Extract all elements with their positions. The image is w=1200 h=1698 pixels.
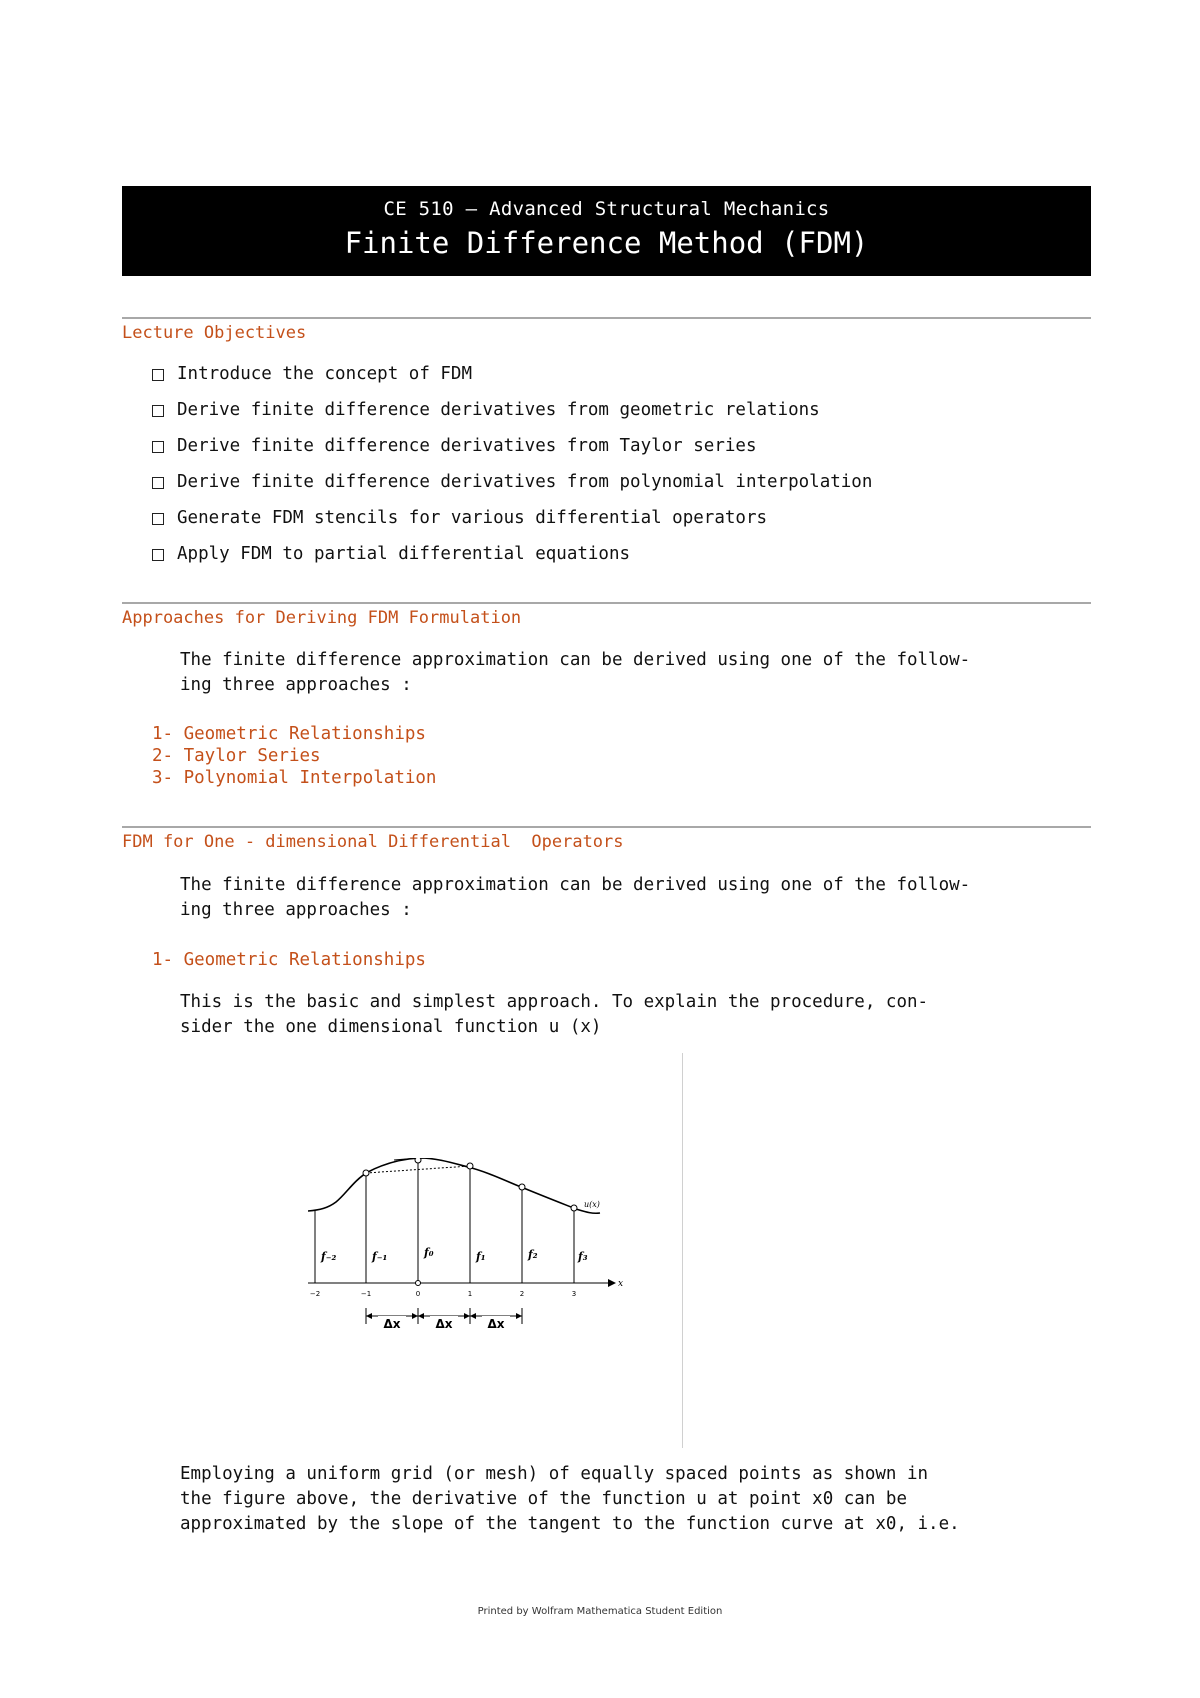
list-item [152,436,872,472]
list-item [152,400,872,436]
checkbox-icon [152,369,164,381]
objectives-heading: Lecture Objectives [122,323,307,343]
objective-text: Derive finite difference derivatives from geometric relations [177,400,820,420]
text-line: ing three approaches : [180,900,412,920]
spacing-label: Δx [435,1317,453,1331]
x-axis-label: x [618,1279,624,1289]
curve-label: u(x) [584,1200,600,1209]
tick-label: 0 [415,1290,421,1298]
list-item: 3- Polynomial Interpolation [152,768,437,788]
geometric-subheading: 1- Geometric Relationships [152,950,426,970]
page-title: Finite Difference Method (FDM) [344,226,869,260]
node-label: f₋₁ [372,1250,388,1263]
objective-text: Generate FDM stencils for various differential operators [177,508,768,528]
objective-text: Derive finite difference derivatives from Taylor series [177,436,757,456]
approaches-intro [180,648,1095,698]
arrowhead [470,1313,476,1319]
text-line: sider the one dimensional function u (x) [180,1017,602,1037]
node-label: f₃ [578,1250,588,1263]
spacing-label: Δx [383,1317,401,1331]
footer-note: Printed by Wolfram Mathematica Student Edition [477,1606,723,1617]
node-point [519,1184,525,1190]
section-divider [122,602,1091,604]
arrowhead [418,1313,424,1319]
node-label: f₋₂ [321,1250,337,1263]
grid-figure [308,1158,628,1338]
arrowhead [464,1313,470,1319]
text-line: ing three approaches : [180,675,412,695]
node-point [415,1158,421,1163]
text-line: The finite difference approximation can be derived using one of the follow- [180,875,971,895]
function-grid-diagram [308,1158,628,1338]
title-banner [122,186,1091,276]
objective-text: Derive finite difference derivatives from polynomial interpolation [177,472,873,492]
list-item [152,544,872,580]
approaches-list [152,724,436,790]
tick-label: 3 [571,1290,577,1298]
objective-text: Introduce the concept of FDM [177,364,473,384]
node-point [363,1170,369,1176]
tick-label: −1 [360,1290,372,1298]
arrowhead [516,1313,522,1319]
list-item: 2- Taylor Series [152,746,321,766]
one-dim-heading: FDM for One - dimensional Differential Operators [122,832,624,852]
function-curve [308,1158,600,1213]
list-item: 1- Geometric Relationships [152,724,426,744]
arrowhead [412,1313,418,1319]
objective-text: Apply FDM to partial differential equations [177,544,631,564]
tick-label: 1 [467,1290,473,1298]
course-name: CE 510 – Advanced Structural Mechanics [383,198,830,220]
tick-label: −2 [309,1290,321,1298]
figure-divider [682,1053,683,1448]
geometric-text [180,990,1095,1040]
x-axis-arrow [608,1279,616,1287]
closing-text [180,1462,1095,1537]
text-line: The finite difference approximation can be derived using one of the follow- [180,650,971,670]
checkbox-icon [152,549,164,561]
arrowhead [366,1313,372,1319]
node-label: f₀ [424,1246,434,1259]
origin-point [416,1281,421,1286]
section-divider [122,317,1091,319]
list-item [152,508,872,544]
list-item [152,472,872,508]
section-divider [122,826,1091,828]
text-line: Employing a uniform grid (or mesh) of equally spaced points as shown in [180,1464,929,1484]
tick-label: 2 [519,1290,525,1298]
node-point [467,1163,473,1169]
spacing-label: Δx [487,1317,505,1331]
checkbox-icon [152,513,164,525]
approaches-heading: Approaches for Deriving FDM Formulation [122,608,522,628]
text-line: the figure above, the derivative of the function u at point x0 can be [180,1489,907,1509]
list-item [152,364,872,400]
text-line: approximated by the slope of the tangent to the function curve at x0, i.e. [180,1514,960,1534]
node-point [571,1205,577,1211]
objectives-list [152,364,872,580]
checkbox-icon [152,441,164,453]
node-label: f₂ [528,1248,538,1261]
node-label: f₁ [476,1250,486,1263]
checkbox-icon [152,405,164,417]
one-dim-intro [180,873,1095,923]
checkbox-icon [152,477,164,489]
text-line: This is the basic and simplest approach. To explain the procedure, con- [180,992,929,1012]
